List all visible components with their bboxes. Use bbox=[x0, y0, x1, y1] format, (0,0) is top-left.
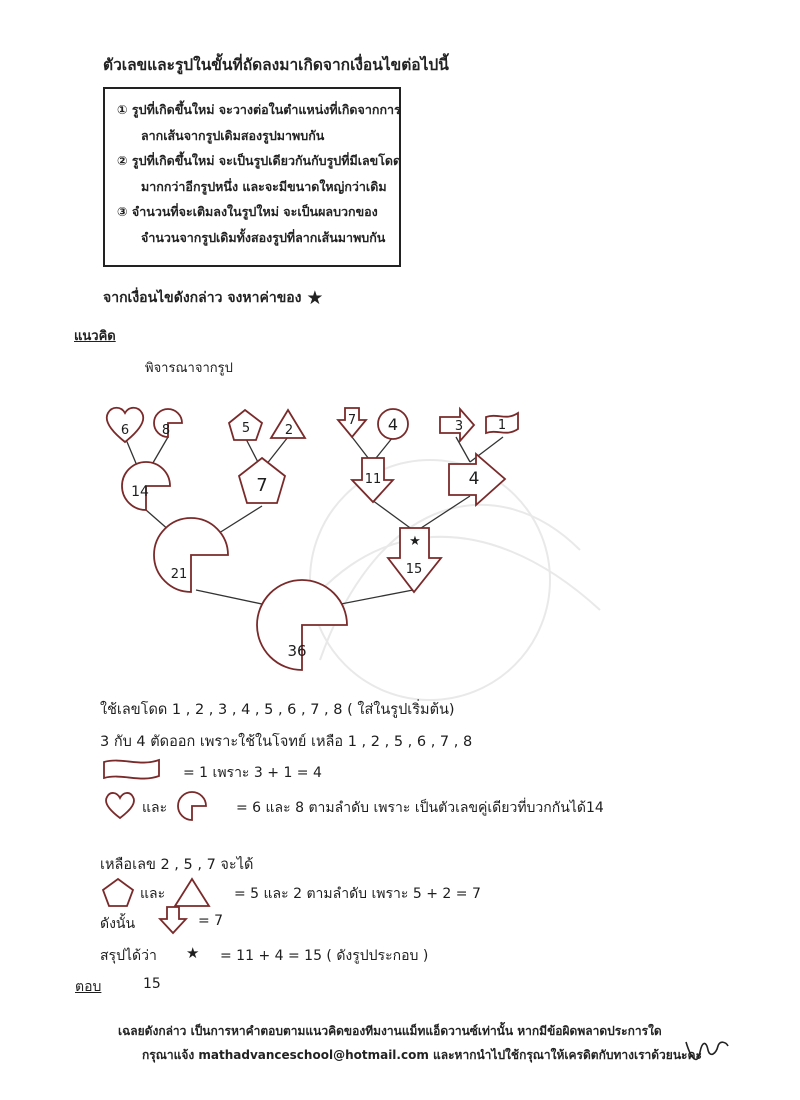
down-arrow-big-star: ★ bbox=[409, 534, 421, 549]
pac-small-number: 8 bbox=[161, 423, 171, 438]
answer-value: 15 bbox=[143, 976, 161, 992]
rule-3-line1: ③ จำนวนที่จะเติมลงในรูปใหม่ จะเป็นผลบวกของ bbox=[117, 204, 378, 219]
pac-big-shape bbox=[154, 518, 228, 592]
heart-number: 6 bbox=[120, 423, 130, 438]
and-label-1: และ bbox=[142, 800, 168, 816]
work-line-2: 3 กับ 4 ตัดออก เพราะใช้ในโจทย์ เหลือ 1 , 2 , 5 , 6 , 7 , 8 bbox=[100, 734, 473, 750]
rule-1-line1: ① รูปที่เกิดขึ้นใหม่ จะวางต่อในตำแหน่งที่เกิดจากการ bbox=[117, 102, 401, 117]
pac-icon bbox=[176, 790, 210, 822]
banner-icon bbox=[102, 757, 162, 781]
pentagon-mid-number: 7 bbox=[256, 475, 268, 496]
down-arrow-mid-number: 11 bbox=[364, 472, 382, 487]
question-text: จากเงื่อนไขดังกล่าว จงหาค่าของ bbox=[103, 290, 302, 306]
down-arrow-big-number: 15 bbox=[405, 562, 423, 577]
work-line-1: ใช้เลขโดด 1 , 2 , 3 , 4 , 5 , 6 , 7 , 8 ( ใส่ในรูปเริ่มต้น) bbox=[100, 702, 455, 718]
rule-2-line2: มากกว่าอีกรูปหนึ่ง และจะมีขนาดใหญ่กว่าเดิม bbox=[141, 178, 387, 194]
star-icon: ★ bbox=[306, 287, 324, 309]
section-heading: แนวคิด bbox=[74, 329, 116, 344]
work-line-7: = 7 bbox=[198, 913, 224, 929]
question bbox=[103, 287, 323, 309]
triangle-number: 2 bbox=[284, 423, 294, 438]
work-line-4: = 6 และ 8 ตามลำดับ เพราะ เป็นตัวเลขคู่เดียวที่บวกกันได้14 bbox=[236, 800, 604, 816]
banner-number: 1 bbox=[497, 418, 507, 433]
pac-big-number: 21 bbox=[170, 567, 188, 582]
and-label-2: และ bbox=[140, 886, 166, 902]
signature-mark bbox=[682, 1032, 732, 1068]
footer-line-2: กรุณาแจ้ง mathadvanceschool@hotmail.com และหากนำไปใช้กรุณาให้เครดิตกับทางเราด้วยนะคะ bbox=[142, 1048, 702, 1062]
page-title: ตัวเลขและรูปในขั้นที่ถัดลงมาเกิดจากเงื่อนไขต่อไปนี้ bbox=[103, 56, 449, 74]
right-arrow-mid-number: 4 bbox=[468, 469, 480, 489]
pentagon-small-number: 5 bbox=[241, 421, 251, 436]
pac-root-number: 36 bbox=[287, 642, 307, 660]
down-arrow-icon bbox=[158, 905, 188, 935]
work-line-8-prefix: สรุปได้ว่า bbox=[100, 948, 157, 964]
heart-icon bbox=[104, 790, 136, 820]
down-arrow-small-number: 7 bbox=[347, 413, 357, 428]
work-line-7-prefix: ดังนั้น bbox=[100, 916, 136, 932]
right-arrow-small-number: 3 bbox=[454, 419, 464, 434]
triangle-icon bbox=[172, 876, 212, 908]
work-line-6: = 5 และ 2 ตามลำดับ เพราะ 5 + 2 = 7 bbox=[234, 886, 481, 902]
circle-number: 4 bbox=[387, 415, 399, 434]
rule-3-line2: จำนวนจากรูปเดิมทั้งสองรูปที่ลากเส้นมาพบกัน bbox=[141, 229, 386, 245]
star-icon-work: ★ bbox=[186, 944, 200, 962]
rule-2-line1: ② รูปที่เกิดขึ้นใหม่ จะเป็นรูปเดียวกันกับรูปที่มีเลขโดด bbox=[117, 153, 402, 168]
pentagon-icon bbox=[100, 876, 136, 908]
work-line-8: = 11 + 4 = 15 ( ดังรูปประกอบ ) bbox=[220, 948, 429, 964]
shape-tree-diagram bbox=[0, 390, 800, 680]
pac-mid-number: 14 bbox=[131, 484, 149, 500]
footer-line-1: เฉลยดังกล่าว เป็นการหาคำตอบตามแนวคิดของทีมงานแม็ทแอ็ดวานซ์เท่านั้น หากมีข้อผิดพลาดประการใด bbox=[118, 1024, 662, 1038]
rules-box bbox=[103, 87, 401, 267]
consider-note: พิจารณาจากรูป bbox=[145, 361, 233, 376]
answer-label: ตอบ bbox=[75, 979, 102, 995]
work-line-3: = 1 เพราะ 3 + 1 = 4 bbox=[183, 765, 322, 781]
rule-1-line2: ลากเส้นจากรูปเดิมสองรูปมาพบกัน bbox=[141, 127, 325, 143]
work-line-5: เหลือเลข 2 , 5 , 7 จะได้ bbox=[100, 857, 254, 873]
